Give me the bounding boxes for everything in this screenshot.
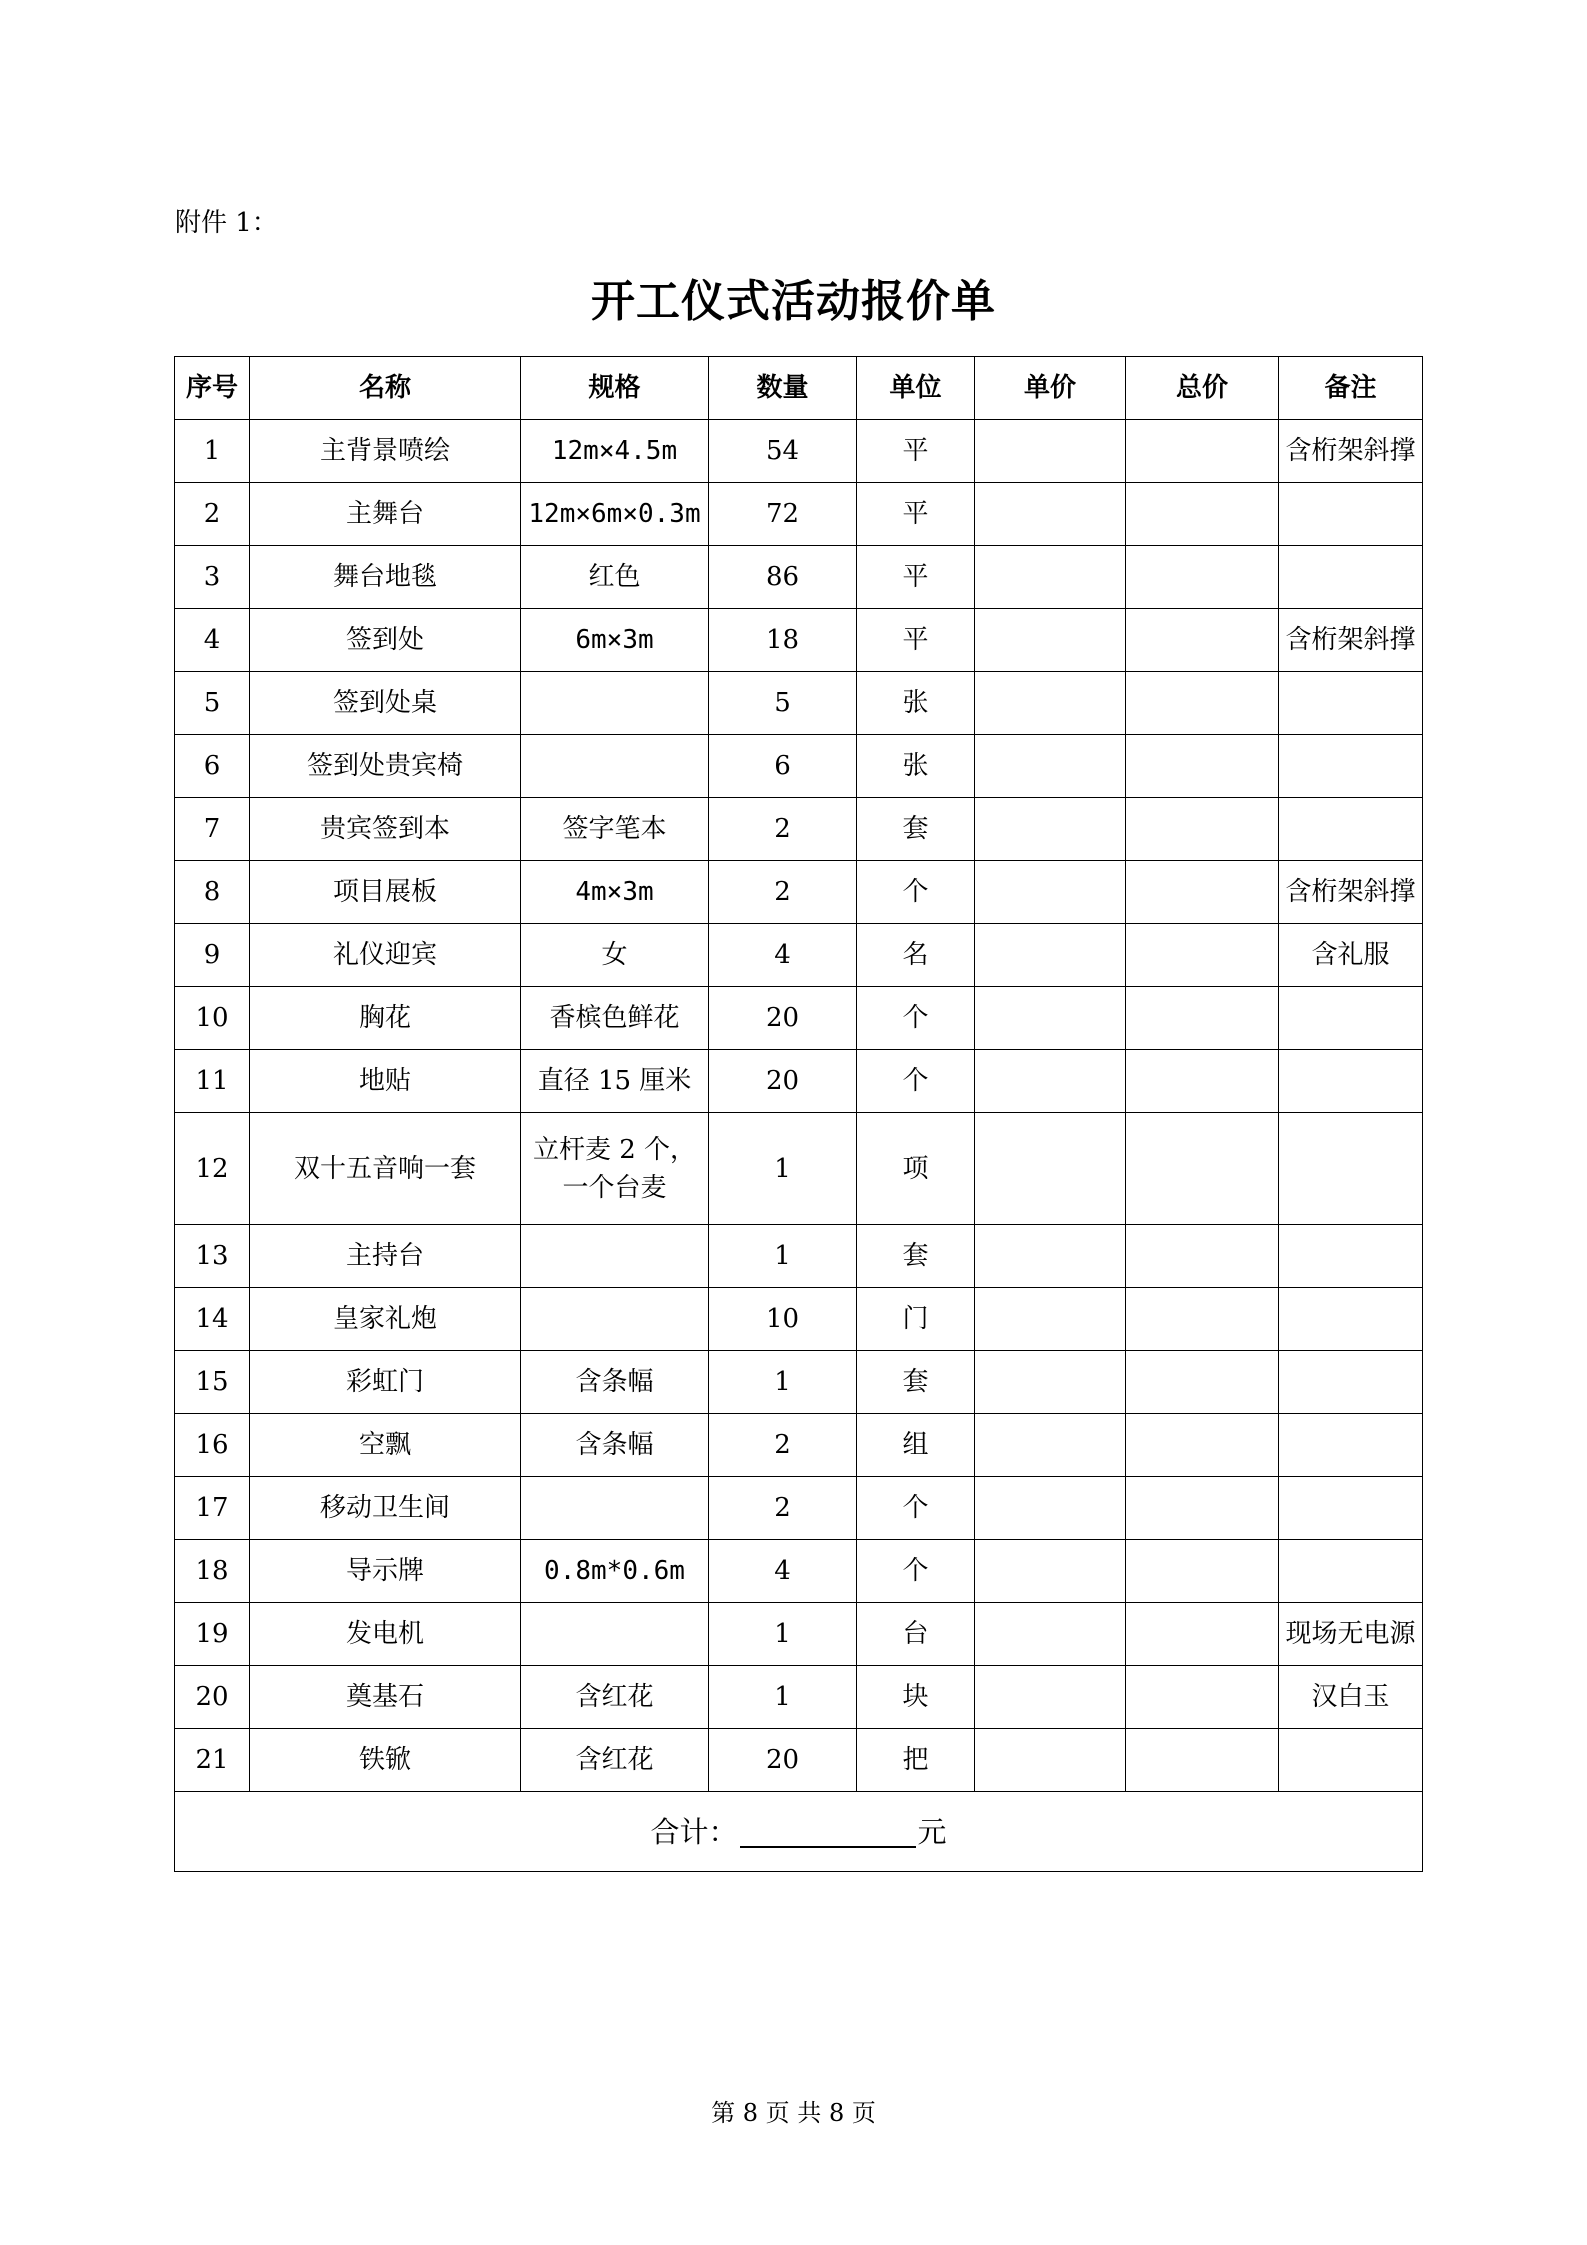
cell-qty: 20 [709,987,857,1050]
header-price: 单价 [975,357,1126,420]
cell-no: 7 [175,798,250,861]
cell-price [975,420,1126,483]
cell-no: 21 [175,1729,250,1792]
cell-price [975,924,1126,987]
cell-no: 16 [175,1414,250,1477]
cell-no: 13 [175,1225,250,1288]
cell-total [1126,1414,1279,1477]
cell-total [1126,1113,1279,1225]
cell-qty: 1 [709,1113,857,1225]
header-unit: 单位 [857,357,975,420]
cell-unit: 套 [857,1225,975,1288]
table-row [175,1603,1423,1666]
cell-qty: 6 [709,735,857,798]
table-row [175,987,1423,1050]
cell-no: 1 [175,420,250,483]
cell-spec: 6m×3m [521,609,709,672]
cell-no: 6 [175,735,250,798]
cell-name: 彩虹门 [250,1351,521,1414]
table-row [175,546,1423,609]
cell-no: 8 [175,861,250,924]
cell-qty: 18 [709,609,857,672]
cell-name: 地贴 [250,1050,521,1113]
cell-no: 12 [175,1113,250,1225]
cell-price [975,798,1126,861]
cell-spec: 含条幅 [521,1414,709,1477]
total-cell [175,1792,1423,1872]
cell-total [1126,1225,1279,1288]
table-row [175,609,1423,672]
table-row [175,1050,1423,1113]
cell-unit: 套 [857,1351,975,1414]
cell-qty: 2 [709,861,857,924]
cell-unit: 平 [857,609,975,672]
cell-name: 胸花 [250,987,521,1050]
cell-no: 14 [175,1288,250,1351]
cell-total [1126,483,1279,546]
cell-price [975,987,1126,1050]
cell-qty: 2 [709,1477,857,1540]
cell-price [975,1477,1126,1540]
cell-name: 签到处 [250,609,521,672]
cell-spec [521,735,709,798]
cell-spec: 直径 15 厘米 [521,1050,709,1113]
cell-unit: 块 [857,1666,975,1729]
cell-no: 19 [175,1603,250,1666]
cell-note [1279,1288,1423,1351]
cell-unit: 套 [857,798,975,861]
attachment-label: 附件 1： [175,208,278,238]
cell-note [1279,798,1423,861]
cell-spec [521,1288,709,1351]
cell-no: 10 [175,987,250,1050]
cell-spec [521,1477,709,1540]
cell-note [1279,672,1423,735]
cell-note [1279,735,1423,798]
cell-no: 17 [175,1477,250,1540]
cell-name: 礼仪迎宾 [250,924,521,987]
cell-no: 20 [175,1666,250,1729]
cell-unit: 张 [857,735,975,798]
cell-price [975,1351,1126,1414]
cell-unit: 台 [857,1603,975,1666]
cell-qty: 72 [709,483,857,546]
page-footer: 第 8 页 共 8 页 [711,2099,876,2127]
header-qty: 数量 [709,357,857,420]
document-title: 开工仪式活动报价单 [591,276,996,327]
cell-note [1279,1225,1423,1288]
cell-note: 现场无电源 [1279,1603,1423,1666]
cell-unit: 组 [857,1414,975,1477]
cell-qty: 20 [709,1050,857,1113]
table-row [175,924,1423,987]
cell-qty: 5 [709,672,857,735]
cell-total [1126,1288,1279,1351]
cell-no: 18 [175,1540,250,1603]
cell-name: 皇家礼炮 [250,1288,521,1351]
cell-total [1126,1729,1279,1792]
header-total: 总价 [1126,357,1279,420]
cell-qty: 1 [709,1666,857,1729]
cell-name: 主背景喷绘 [250,420,521,483]
cell-price [975,546,1126,609]
cell-spec: 女 [521,924,709,987]
cell-total [1126,1666,1279,1729]
total-amount-blank[interactable] [740,1816,916,1848]
cell-qty: 1 [709,1351,857,1414]
cell-name: 发电机 [250,1603,521,1666]
cell-unit: 个 [857,1540,975,1603]
cell-qty: 20 [709,1729,857,1792]
cell-no: 9 [175,924,250,987]
cell-no: 11 [175,1050,250,1113]
cell-total [1126,987,1279,1050]
cell-note [1279,1050,1423,1113]
header-row [175,357,1423,420]
cell-qty: 54 [709,420,857,483]
table-row [175,1666,1423,1729]
cell-name: 签到处贵宾椅 [250,735,521,798]
cell-unit: 平 [857,483,975,546]
cell-no: 2 [175,483,250,546]
cell-name: 双十五音响一套 [250,1113,521,1225]
cell-name: 签到处桌 [250,672,521,735]
table-row [175,861,1423,924]
cell-note [1279,483,1423,546]
cell-price [975,1225,1126,1288]
table-row [175,1414,1423,1477]
cell-spec: 含红花 [521,1729,709,1792]
cell-unit: 个 [857,1050,975,1113]
cell-no: 15 [175,1351,250,1414]
header-no: 序号 [175,357,250,420]
cell-price [975,1288,1126,1351]
cell-spec-line: 立杆麦 2 个， [532,1134,697,1165]
cell-note: 含礼服 [1279,924,1423,987]
cell-price [975,609,1126,672]
cell-qty: 86 [709,546,857,609]
cell-note: 含桁架斜撑 [1279,861,1423,924]
cell-spec [521,1225,709,1288]
cell-no: 5 [175,672,250,735]
cell-note [1279,1414,1423,1477]
cell-spec [521,672,709,735]
cell-note: 含桁架斜撑 [1279,609,1423,672]
cell-name: 铁锨 [250,1729,521,1792]
cell-unit: 门 [857,1288,975,1351]
cell-unit: 张 [857,672,975,735]
cell-unit: 个 [857,987,975,1050]
cell-spec [521,1113,709,1225]
cell-name: 舞台地毯 [250,546,521,609]
cell-spec: 0.8m*0.6m [521,1540,709,1603]
table-row [175,672,1423,735]
cell-qty: 2 [709,798,857,861]
cell-note: 含桁架斜撑 [1279,420,1423,483]
cell-unit: 个 [857,861,975,924]
cell-unit: 把 [857,1729,975,1792]
cell-unit: 平 [857,420,975,483]
cell-qty: 10 [709,1288,857,1351]
total-row [175,1792,1423,1872]
cell-no: 3 [175,546,250,609]
header-note: 备注 [1279,357,1423,420]
table-row [175,735,1423,798]
header-spec: 规格 [521,357,709,420]
table-row [175,1288,1423,1351]
cell-price [975,672,1126,735]
cell-note [1279,1351,1423,1414]
cell-spec: 4m×3m [521,861,709,924]
cell-total [1126,1351,1279,1414]
cell-price [975,1050,1126,1113]
table-row [175,1729,1423,1792]
cell-note [1279,1477,1423,1540]
table-row [175,1477,1423,1540]
cell-price [975,1603,1126,1666]
cell-total [1126,735,1279,798]
cell-price [975,1729,1126,1792]
cell-spec: 含条幅 [521,1351,709,1414]
cell-price [975,1540,1126,1603]
cell-name: 导示牌 [250,1540,521,1603]
table-row [175,1113,1423,1225]
cell-total [1126,798,1279,861]
cell-price [975,735,1126,798]
cell-note [1279,987,1423,1050]
cell-unit: 个 [857,1477,975,1540]
cell-total [1126,672,1279,735]
cell-qty: 2 [709,1414,857,1477]
cell-price [975,1113,1126,1225]
cell-total [1126,924,1279,987]
cell-spec [521,1603,709,1666]
cell-price [975,861,1126,924]
cell-total [1126,1050,1279,1113]
cell-total [1126,1540,1279,1603]
cell-spec: 12m×4.5m [521,420,709,483]
table-row [175,1540,1423,1603]
quote-table [174,356,1423,1872]
cell-name: 贵宾签到本 [250,798,521,861]
cell-note: 汉白玉 [1279,1666,1423,1729]
cell-unit: 项 [857,1113,975,1225]
cell-price [975,483,1126,546]
cell-total [1126,1603,1279,1666]
table-row [175,483,1423,546]
total-label: 合计： [650,1814,738,1849]
cell-spec: 含红花 [521,1666,709,1729]
cell-qty: 4 [709,924,857,987]
cell-note [1279,1113,1423,1225]
cell-name: 项目展板 [250,861,521,924]
cell-spec: 香槟色鲜花 [521,987,709,1050]
cell-total [1126,420,1279,483]
cell-price [975,1666,1126,1729]
table-row [175,1351,1423,1414]
cell-qty: 1 [709,1225,857,1288]
cell-qty: 4 [709,1540,857,1603]
table-row [175,1225,1423,1288]
cell-unit: 平 [857,546,975,609]
cell-total [1126,861,1279,924]
cell-name: 移动卫生间 [250,1477,521,1540]
cell-spec: 签字笔本 [521,798,709,861]
cell-spec-line: 一个台麦 [562,1172,667,1203]
table-row [175,420,1423,483]
table-row [175,798,1423,861]
cell-name: 奠基石 [250,1666,521,1729]
cell-unit: 名 [857,924,975,987]
cell-spec: 12m×6m×0.3m [521,483,709,546]
cell-total [1126,1477,1279,1540]
header-name: 名称 [250,357,521,420]
cell-name: 主持台 [250,1225,521,1288]
cell-no: 4 [175,609,250,672]
cell-total [1126,609,1279,672]
cell-spec: 红色 [521,546,709,609]
total-unit: 元 [917,1814,947,1849]
cell-name: 空飘 [250,1414,521,1477]
cell-total [1126,546,1279,609]
cell-qty: 1 [709,1603,857,1666]
cell-price [975,1414,1126,1477]
cell-note [1279,1729,1423,1792]
cell-note [1279,546,1423,609]
cell-note [1279,1540,1423,1603]
cell-name: 主舞台 [250,483,521,546]
